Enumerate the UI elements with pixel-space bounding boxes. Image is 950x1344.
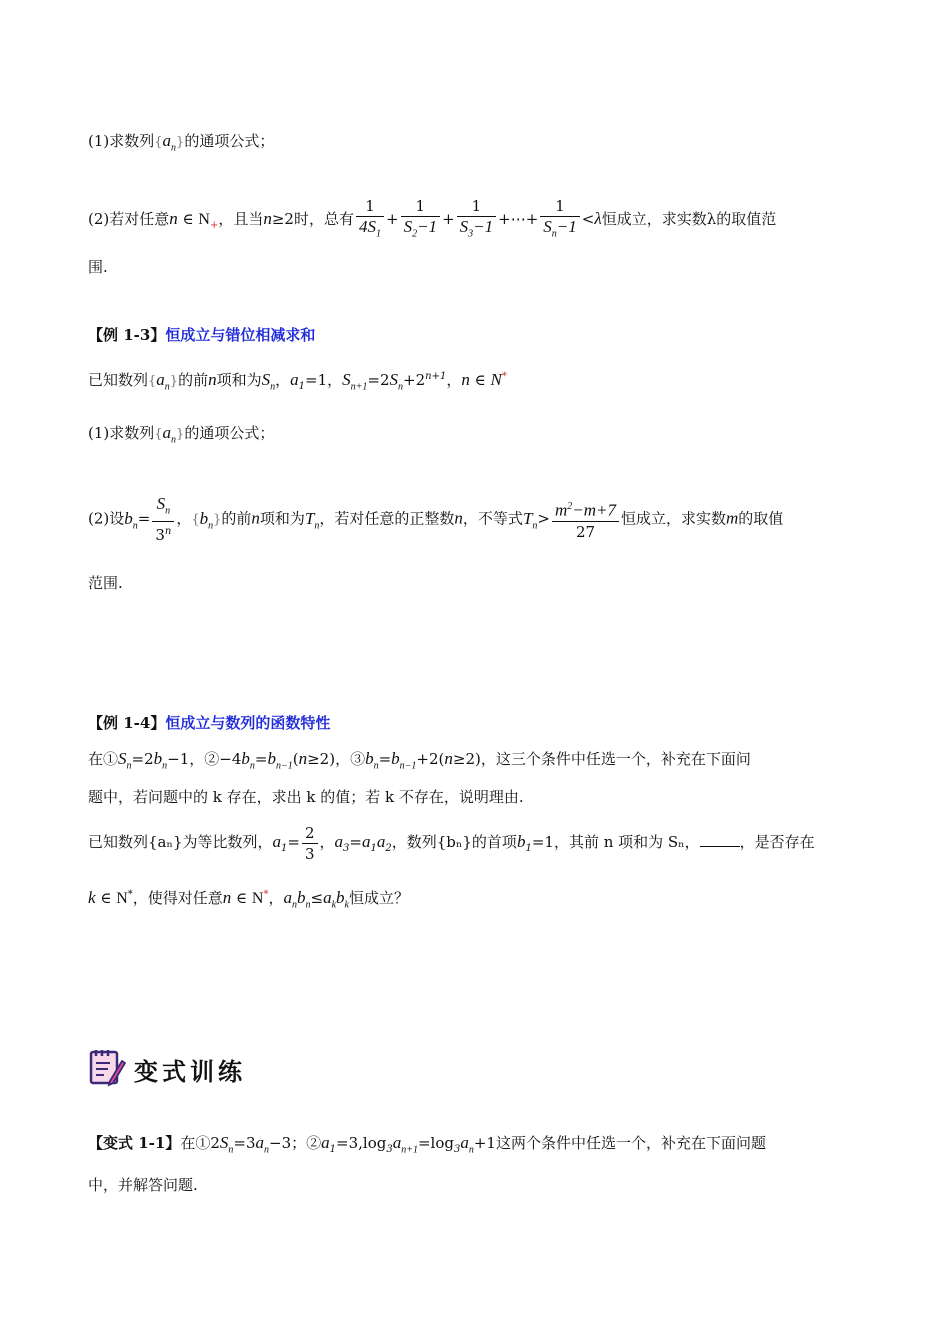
notepad-pencil-icon <box>88 1047 126 1091</box>
ex13-part2: (2)设$b_n=$ $\frac{S_n}{3^n}$ ，$\{b_n\}$的前n项和为$T_n$，若对任意的正整数n，不等式$T_n>$ $\frac{m^2-m+7}{27}$ 恒成立，求实数m的取值 <box>88 494 784 545</box>
var11-line2: 中，并解答问题. <box>88 1176 198 1194</box>
q2-part2: (2)若对任意n ∈ $N_+$，且当n≥2时，总有 $\frac{1}{4S_1}$ + $\frac{1}{S_2-1}$ + $\frac{1}{S_3-1}$ +⋯+ $\frac{1}{S_n-1}$ <λ恒成立，求实数λ的取值范 <box>88 197 777 240</box>
ex13-part1: (1)求数列$\{a_n\}$的通项公式； <box>88 423 275 446</box>
ex14-line2: 题中，若问题中的 k 存在，求出 k 的值；若 k 不存在，说明理由. <box>88 788 524 806</box>
ex14-line1: 在$①S_n=2b_n-1$，$②-4b_n=b_{n-1}(n\ge 2)$，$③b_n=b_{n-1}+2(n\ge 2)$，这三个条件中任选一个，补充在下面问 <box>88 749 751 772</box>
ex14-heading: 【例 1-4】恒成立与数列的函数特性 <box>88 714 331 732</box>
section-title: 变式训练 <box>134 1057 246 1086</box>
ex14-line4: k ∈ N*，使得对任意n ∈ N*，$a_nb_n\le a_kb_k$恒成立？ <box>88 888 409 911</box>
ex13-stem: 已知数列$\{a_n\}$的前n项和为$S_n$，$a_1=1$，$S_{n+1}=2S_n+2^{n+1}$，n ∈ N* <box>88 370 507 393</box>
q2-part2-cont: 围. <box>88 258 108 276</box>
ex13-heading: 【例 1-3】恒成立与错位相减求和 <box>88 326 316 344</box>
var11-line1: 【变式 1-1】在$①2S_n=3a_n-3$；$②a_1=3,\log_3a_{n+1}=\log_3a_n+1$这两个条件中任选一个，补充在下面问题 <box>88 1133 766 1156</box>
q2-part1: (1)求数列$\{a_n\}$的通项公式； <box>88 131 275 154</box>
ex13-part2-cont: 范围. <box>88 574 123 592</box>
ex14-line3: 已知数列{aₙ}为等比数列，$a_1=$ $\frac{2}{3}$ ，$a_3=a_1a_2$，数列{bₙ}的首项$b_1=1$，其前 n 项和为 Sₙ， ，是否存在 <box>88 823 815 863</box>
section-header <box>88 1042 246 1096</box>
answer-blank <box>700 832 740 847</box>
